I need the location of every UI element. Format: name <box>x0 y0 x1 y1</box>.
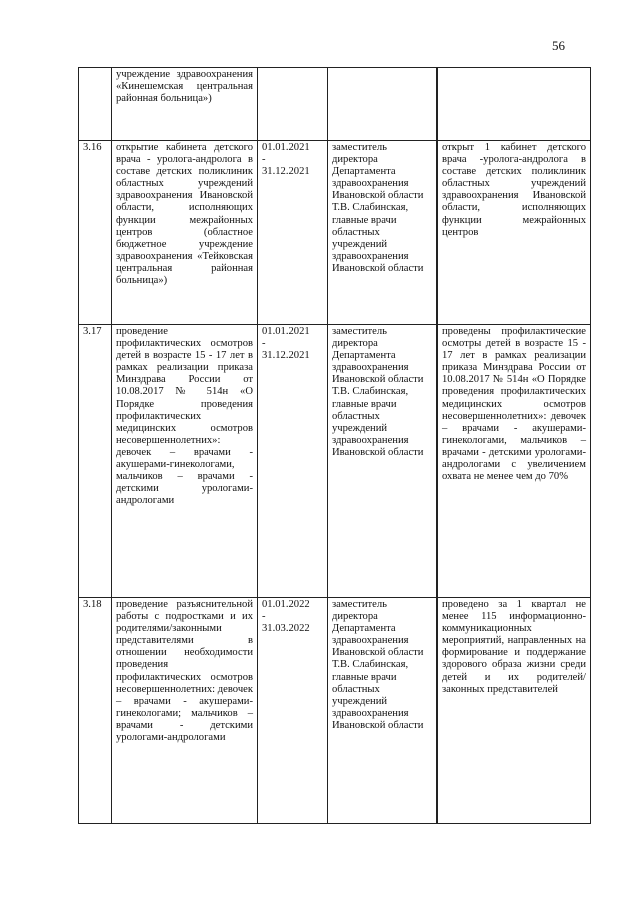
result-text <box>438 68 591 141</box>
term-start: 01.01.2021 <box>262 326 310 337</box>
responsible-text <box>328 68 437 141</box>
result-text: проведено за 1 квартал не менее 115 информационно-коммуникационных мероприятий, направленных на формирование и поддержание здорового образа жизни среди детей и их родителей/ законных представителей <box>438 598 591 824</box>
responsible-text: заместитель директора Департамента здравоохранения Ивановской области Т.В. Слабинская, главные врачи областных учреждений здравоохранения Ивановской области <box>328 325 437 598</box>
term-dash: - <box>262 611 266 623</box>
row-number <box>79 68 112 141</box>
term-dash: - <box>262 338 266 350</box>
term-cell <box>258 141 328 325</box>
term-end: 31.12.2021 <box>262 166 310 178</box>
row-number: 3.18 <box>79 598 112 824</box>
page-number: 56 <box>552 38 565 53</box>
term-cell <box>258 325 328 598</box>
term-end: 31.12.2021 <box>262 350 310 362</box>
term-start: 01.01.2021 <box>262 142 310 153</box>
result-text: проведены профилактические осмотры детей в возрасте 15 - 17 лет в рамках реализации приказа Минздрава России от 10.08.2017 № 514н «О Порядке проведения профилактических медицинских осмотров несовершеннолетних»: девочек – врачами - акушерами-гинекологами, мальчиков – врачами - детскими урологами-андрологами с увеличением охвата не менее чем до 70% <box>438 325 591 598</box>
action-text: проведение профилактических осмотров детей в возрасте 15 - 17 лет в рамках реализации приказа Минздрава России от 10.08.2017 № 514н «О Порядке проведения профилактических медицинских осмотров несовершеннолетних»: девочек – врачами - акушерами-гинекологами, мальчиков – врачами - детскими урологами-андрологами <box>112 325 258 598</box>
table-row <box>79 141 591 325</box>
term-cell <box>258 598 328 824</box>
row-number: 3.17 <box>79 325 112 598</box>
action-text: учреждение здравоохранения «Кинешемская центральная районная больница») <box>112 68 258 141</box>
action-text: проведение разъяснительной работы с подростками и их родителями/законными представителями в отношении необходимости проведения профилактических осмотров несовершеннолетних: девочек – врачами - акушерами-гинекологами; мальчиков – врачами - детскими урологами-андрологами <box>112 598 258 824</box>
responsible-text: заместитель директора Департамента здравоохранения Ивановской области Т.В. Слабинская, главные врачи областных учреждений здравоохранения Ивановской области <box>328 598 437 824</box>
term-end: 31.03.2022 <box>262 623 310 635</box>
term-cell <box>258 68 328 141</box>
table-row <box>79 68 591 141</box>
responsible-text: заместитель директора Департамента здравоохранения Ивановской области Т.В. Слабинская, главные врачи областных учреждений здравоохранения Ивановской области <box>328 141 437 325</box>
action-text: открытие кабинета детского врача - уролога-андролога в составе детских поликлиник областных учреждений здравоохранения Ивановской области, исполняющих функции межрайонных центров (областное бюджетное учреждение здравоохранения «Тейковская центральная районная больница») <box>112 141 258 325</box>
table-row <box>79 598 591 824</box>
result-text: открыт 1 кабинет детского врача -уролога-андролога в составе детских поликлиник областных учреждений здравоохранения Ивановской области, исполняющих функции межрайонных центров <box>438 141 591 325</box>
row-number: 3.16 <box>79 141 112 325</box>
table-row <box>79 325 591 598</box>
term-dash: - <box>262 154 266 166</box>
term-start: 01.01.2022 <box>262 599 310 610</box>
action-plan-table <box>78 67 591 824</box>
